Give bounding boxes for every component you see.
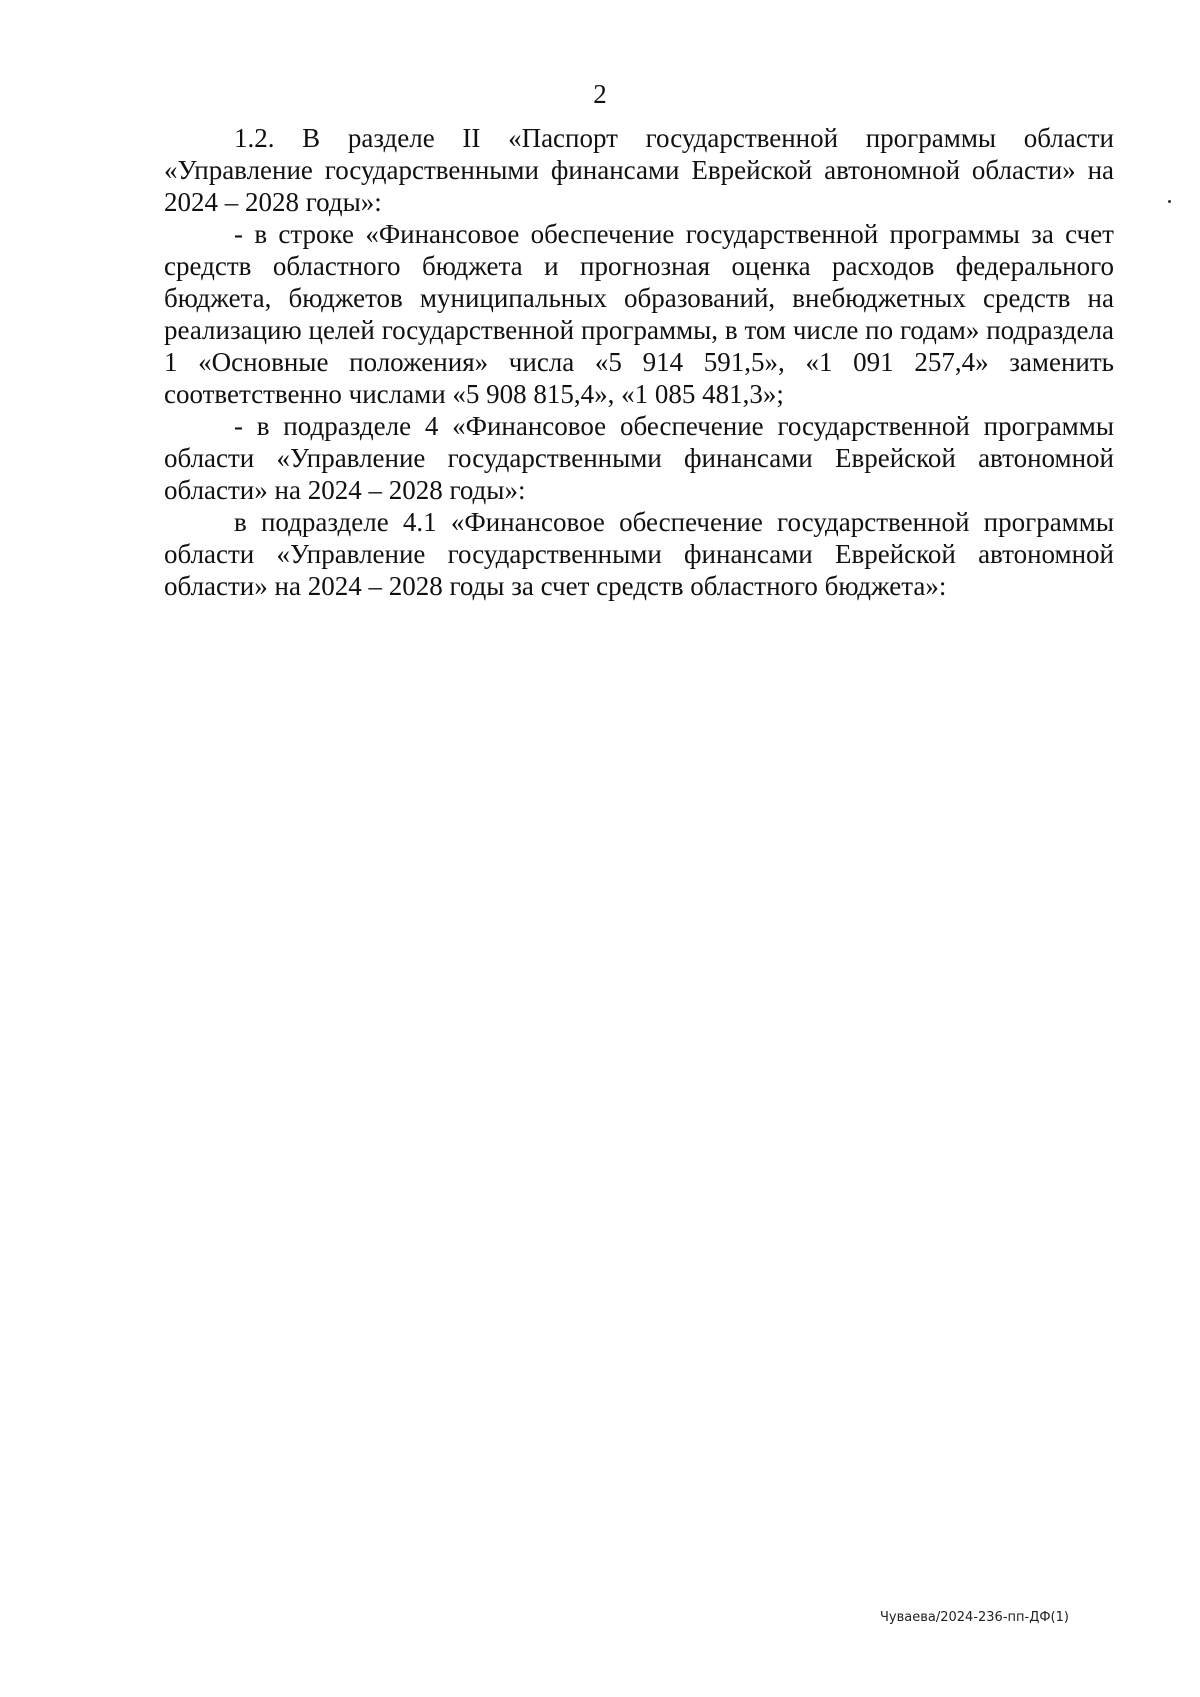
document-code: Чуваева/2024-236-пп-ДФ(1): [880, 1610, 1069, 1625]
paragraph-4: в подразделе 4.1 «Финансовое обеспечение государственной программы области «Управление государственными финансами Еврейской автономной области» на 2024 – 2028 годы за счет средств областного бюджета»:: [164, 507, 1114, 601]
paragraph-3: - в подразделе 4 «Финансовое обеспечение государственной программы области «Управление государственными финансами Еврейской автономной области» на 2024 – 2028 годы»:: [164, 411, 1114, 505]
page-number: 2: [593, 79, 607, 109]
document-body: [164, 122, 1114, 602]
paragraph-2: - в строке «Финансовое обеспечение государственной программы за счет средств областного бюджета и прогнозная оценка расходов федерального бюджета, бюджетов муниципальных образований, внебюджетных средств на реализацию целей государственной программы, в том числе по годам» подраздела 1 «Основные положения» числа «5 914 591,5», «1 091 257,4» заменить соответственно числами «5 908 815,4», «1 085 481,3»;: [164, 219, 1114, 409]
paragraph-1: 1.2. В разделе II «Паспорт государственной программы области «Управление государственными финансами Еврейской автономной области» на 2024 – 2028 годы»:: [164, 123, 1114, 217]
scan-speck: [1168, 200, 1171, 203]
